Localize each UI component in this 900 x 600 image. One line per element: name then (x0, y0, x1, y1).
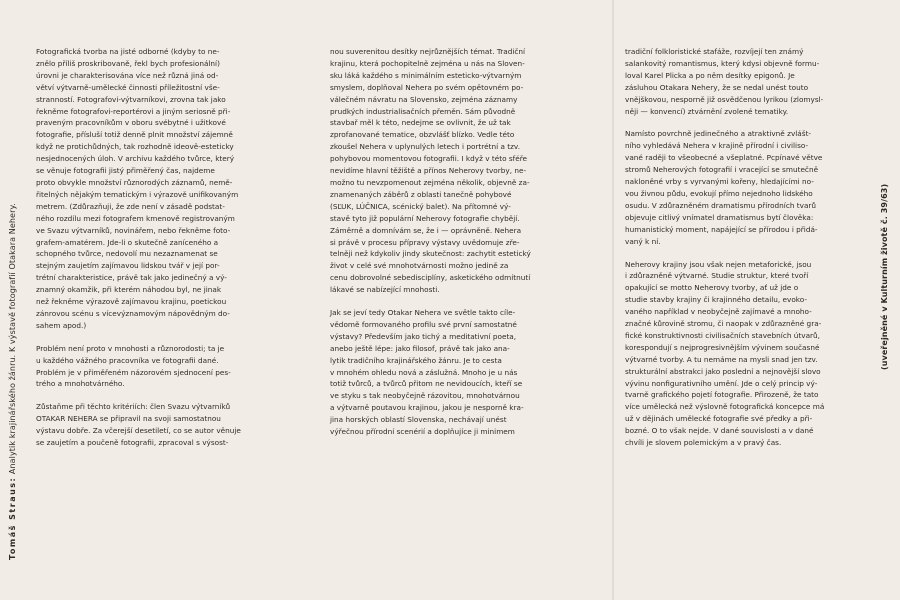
text-line: nakloněné vrby s vyrvanými kořeny, hledajícími no- (625, 177, 814, 187)
text-line: osudu. V zdůrazněném dramatismu přírodních tvarů (625, 200, 817, 210)
text-line: když ne protichůdných, tak rozhodně ideově-esteticky (36, 142, 234, 152)
text-line: vou živnou půdu, evokují přímo nejednoho lidského (625, 188, 813, 198)
text-line: se zaujetím a poučeně fotografii, zpracoval s výsost- (36, 438, 229, 448)
text-line: chvíli je slovem polemickým a v pravý čas. (625, 438, 782, 448)
text-line: ného rozdílu mezi fotografem kmenově registrovaným (36, 213, 235, 223)
text-line: tradiční folkloristické stafáže, rozvíjejí ten známý (625, 47, 804, 56)
text-line: smyslem, doplňoval Nehera po svém opětovném po- (330, 82, 524, 92)
text-line: vědomě formovaného profilu své první samostatné (330, 319, 517, 329)
paragraph (36, 46, 260, 332)
text-line: krajinu, která pochopitelně zejména u nás na Sloven- (330, 58, 525, 68)
text-line: a výtvarně poutavou krajinou, jakou je nesporně kra- (330, 403, 524, 413)
text-line: trétní charakteristice, právě tak jako jedinečný a vý- (36, 273, 227, 283)
paragraph (36, 343, 260, 391)
paragraph (625, 259, 863, 450)
article-byline-vertical (8, 0, 17, 560)
text-line: si právě v procesu přípravy výstavy uvědomuje zře- (330, 237, 520, 247)
text-line: grafem-amatérem. Jde-li o skutečně zaníceného a (36, 237, 219, 247)
text-line: řitelných nějakým tematickým i výrazově unifikovaným (36, 189, 239, 199)
text-line: lytik tradičního krajinářského žánru. Je to cesta (330, 355, 502, 365)
text-line: cenu dobrovolné sebedisciplíny, asketického odmítnutí (330, 273, 531, 283)
text-line: bozné. O to však nejde. V dané souvislosti a v dané (625, 426, 814, 436)
author-name: Tomáš Straus: (8, 476, 17, 560)
article-title: Analytik krajinářského žánru. K výstavě fotografií Otakara Nehery. (8, 203, 17, 477)
text-line: OTAKAR NEHERA se připravil na svoji samostatnou (36, 414, 221, 424)
text-line: vaného například v neobyčejně zajímavé a mnoho- (625, 307, 812, 317)
text-line: praveným pracovníkům v oboru svébytné i užitkové (36, 118, 226, 128)
text-line: pohybovou momentovou fotografii. I když v této sféře (330, 154, 528, 164)
text-column-3 (625, 46, 863, 449)
text-line: znamenaných záběrů z oblasti tanečně pohybové (330, 189, 512, 199)
text-line: vané raději to všeobecné a všeplatné. Pcpínavé větve (625, 153, 823, 163)
text-line: úrovni je charakterisována více než různá jiná od- (36, 70, 219, 80)
text-line: výstavu dobře. Za včerejší desetiletí, co se autor věnuje (36, 426, 241, 436)
text-line: něji — konvencí) ztvárnění zvolené tematiky. (625, 106, 789, 116)
text-line: (SĽUK, LÚČNICA, scénický balet). Na přítomné vý- (330, 201, 511, 211)
text-line: studie stavby krajiny či krajinného detailu, evoko- (625, 295, 807, 305)
publication-source: (uveřejněné v Kulturním životě č. 39/63) (880, 183, 889, 370)
text-line: stranností. Fotografovi-výtvarníkovi, zrovna tak jako (36, 94, 226, 104)
text-line: větví výtvarně-umělecké činnosti příležitostní vše- (36, 82, 220, 92)
text-line: nesjednocených úloh. V archivu každého tvůrce, který (36, 154, 235, 164)
paragraph (36, 401, 260, 449)
text-line: totiž tvůrců, a tvůrců přitom ne nevidoucích, kteří se (330, 379, 523, 389)
text-line: anebo ještě lépe: jako filosof, právě tak jako ana- (330, 343, 510, 353)
text-line: ve Svazu výtvarníků, novinářem, nebo řekněme foto- (36, 225, 231, 235)
text-line: značné kůrovině stromu, či naopak v zdůrazněné gra- (625, 319, 822, 329)
text-line: prudkých industrialisačních přeměn. Sám původně (330, 106, 516, 116)
text-line: strukturální abstrakci jako poslední a nejnovější slovo (625, 366, 821, 376)
text-line: fické konstruktivnosti civilisačních stavebních útvarů, (625, 330, 820, 340)
text-line: vaný k ní. (625, 236, 661, 246)
text-line: vnějškovou, nesporně již osvědčenou lyrikou (zlomysl- (625, 94, 824, 104)
paragraph (330, 307, 566, 438)
text-line: stavbař měl k této, nedejme se ovlivnit, že už tak (330, 118, 511, 128)
text-line: stavě tyto již populární Neherovy fotografie chybějí. (330, 213, 520, 223)
text-line: nou suverenitou desítky nejrůznějších témat. Tradiční (330, 47, 526, 56)
text-line: telněji než kdykoliv jindy skutečnost: zachytit estetický (330, 249, 531, 259)
text-line: stejným zaujetím zajímavou lidskou tvář v její por- (36, 261, 220, 271)
text-line: Záměrně a domnívám se, že i — oprávněně. Nehera (330, 225, 522, 235)
text-line: schopného tvůrce, nedovolí mu nezaznamenat se (36, 249, 218, 259)
text-line: v mnohém ohledu nová a záslužná. Mnoho je u nás (330, 367, 518, 377)
text-line: Namísto povrchně jedinečného a atraktivně zvlášt- (625, 129, 812, 139)
paragraph (625, 46, 863, 117)
text-line: zprofanované tematice, obzvlášť blízko. Vedle této (330, 130, 515, 140)
text-line: sku láká každého s minimálním esteticko-výtvarným (330, 70, 522, 80)
text-line: fotografie, přísluší totiž denně plnit množství zájemně (36, 130, 233, 140)
text-line: ního vyhledává Nehera v krajině přírodní i civiliso- (625, 141, 809, 151)
text-column-1 (36, 46, 260, 449)
text-line: více umělecká než výslovně fotografická koncepce má (625, 402, 825, 412)
publication-note-vertical (880, 20, 889, 370)
text-line: trého a mnohotvárného. (36, 379, 125, 389)
text-column-2 (330, 46, 566, 438)
text-line: život v celé své mnohotvárnosti možno jedině za (330, 261, 509, 271)
text-line: loval Karel Plicka a po něm desítky epigonů. Je (625, 70, 795, 80)
text-line: sahem apod.) (36, 320, 87, 330)
text-line: výstavy? Především jako tichý a meditativní poeta, (330, 331, 517, 341)
text-line: zásluhou Otakara Nehery, že se nedal unést touto (625, 82, 809, 92)
text-line: Neherovy krajiny jsou však nejen metaforické, jsou (625, 259, 812, 269)
text-line: Problém není proto v mnohosti a různorodosti; ta je (36, 343, 225, 353)
text-line: než řekněme výrazově zajímavou krajinu, poetickou (36, 297, 227, 307)
text-line: humanistický moment, napájející se přírodou i přidá- (625, 224, 818, 234)
paragraph (625, 128, 863, 247)
text-line: ve styku s tak neobyčejně rázovitou, mnohotvárnou (330, 391, 520, 401)
text-line: výřečnou přírodní scenérií a doplňujíce ji minimem (330, 427, 515, 437)
text-line: proto obvykle množství různorodých záznamů, nemě- (36, 177, 233, 187)
text-line: objevuje citlivý vnímatel dramatismus bytí člověka: (625, 212, 814, 222)
text-line: Jak se jeví tedy Otakar Nehera ve světle takto cíle- (330, 308, 516, 318)
text-line: jina horských oblastí Slovenska, nechávají unést (330, 415, 507, 425)
paragraph (330, 46, 566, 296)
text-line: korespondují s nejprogresivnějším vývinem současné (625, 342, 820, 352)
text-line: znělo příliš proskribovaně, řekl bych profesionální) (36, 58, 220, 68)
text-line: tvarně grafického pojetí fotografie. Přirozeně, že tato (625, 390, 819, 400)
text-line: i zdůrazněně výtvarné. Studie struktur, které tvoří (625, 271, 809, 281)
text-line: znamný okamžik, při kterém náhodou byl, ne jinak (36, 285, 222, 295)
text-line: opakující se motto Neherovy tvorby, ať už jde o (625, 283, 799, 293)
text-line: Fotografická tvorba na jisté odborné (kdyby to ne- (36, 47, 220, 56)
text-line: Zůstaňme při těchto kritériích: člen Svazu výtvarníků (36, 402, 231, 412)
text-line: možno tu nevzpomenout zejména několik, objevně za- (330, 177, 530, 187)
text-line: vývinu nonfigurativního umění. Jde o celý princip vý- (625, 378, 818, 388)
text-line: lákavé se nabízející mnohosti. (330, 285, 440, 295)
text-line: stromů Neherových fotografií i vracející se smutečně (625, 165, 819, 175)
text-line: se věnuje fotografii jistý přiměřený čas, najdeme (36, 166, 215, 176)
text-line: u každého vážného pracovníka ve fotografii dané. (36, 355, 219, 365)
text-line: řekněme fotografovi-reportérovi a jiným seriosně při- (36, 106, 231, 116)
text-line: metrem. (Zdůrazňuji, že zde není v zásadě podstat- (36, 201, 225, 211)
text-line: nevidíme hlavní těžiště a přínos Neherovy tvorby, ne- (330, 166, 527, 176)
text-line: výtvarné tvorby. A tu nemáme na mysli snad jen tzv. (625, 354, 818, 364)
text-line: válečném návratu na Slovensko, zejména záznamy (330, 94, 518, 104)
text-line: zkoušel Nehera v uplynulých letech i portrétní a tzv. (330, 142, 521, 152)
text-line: už v dějinách umělecké fotografie své předky a při- (625, 414, 813, 424)
text-line: Problém je v přiměřeném názorovém sjednocení pes- (36, 367, 231, 377)
text-line: zánrovou scénu s vícevýznamovým nápovědným do- (36, 308, 230, 318)
text-line: salankovitý romantismus, který kdysi objevně formu- (625, 58, 820, 68)
page-fold (612, 0, 614, 600)
